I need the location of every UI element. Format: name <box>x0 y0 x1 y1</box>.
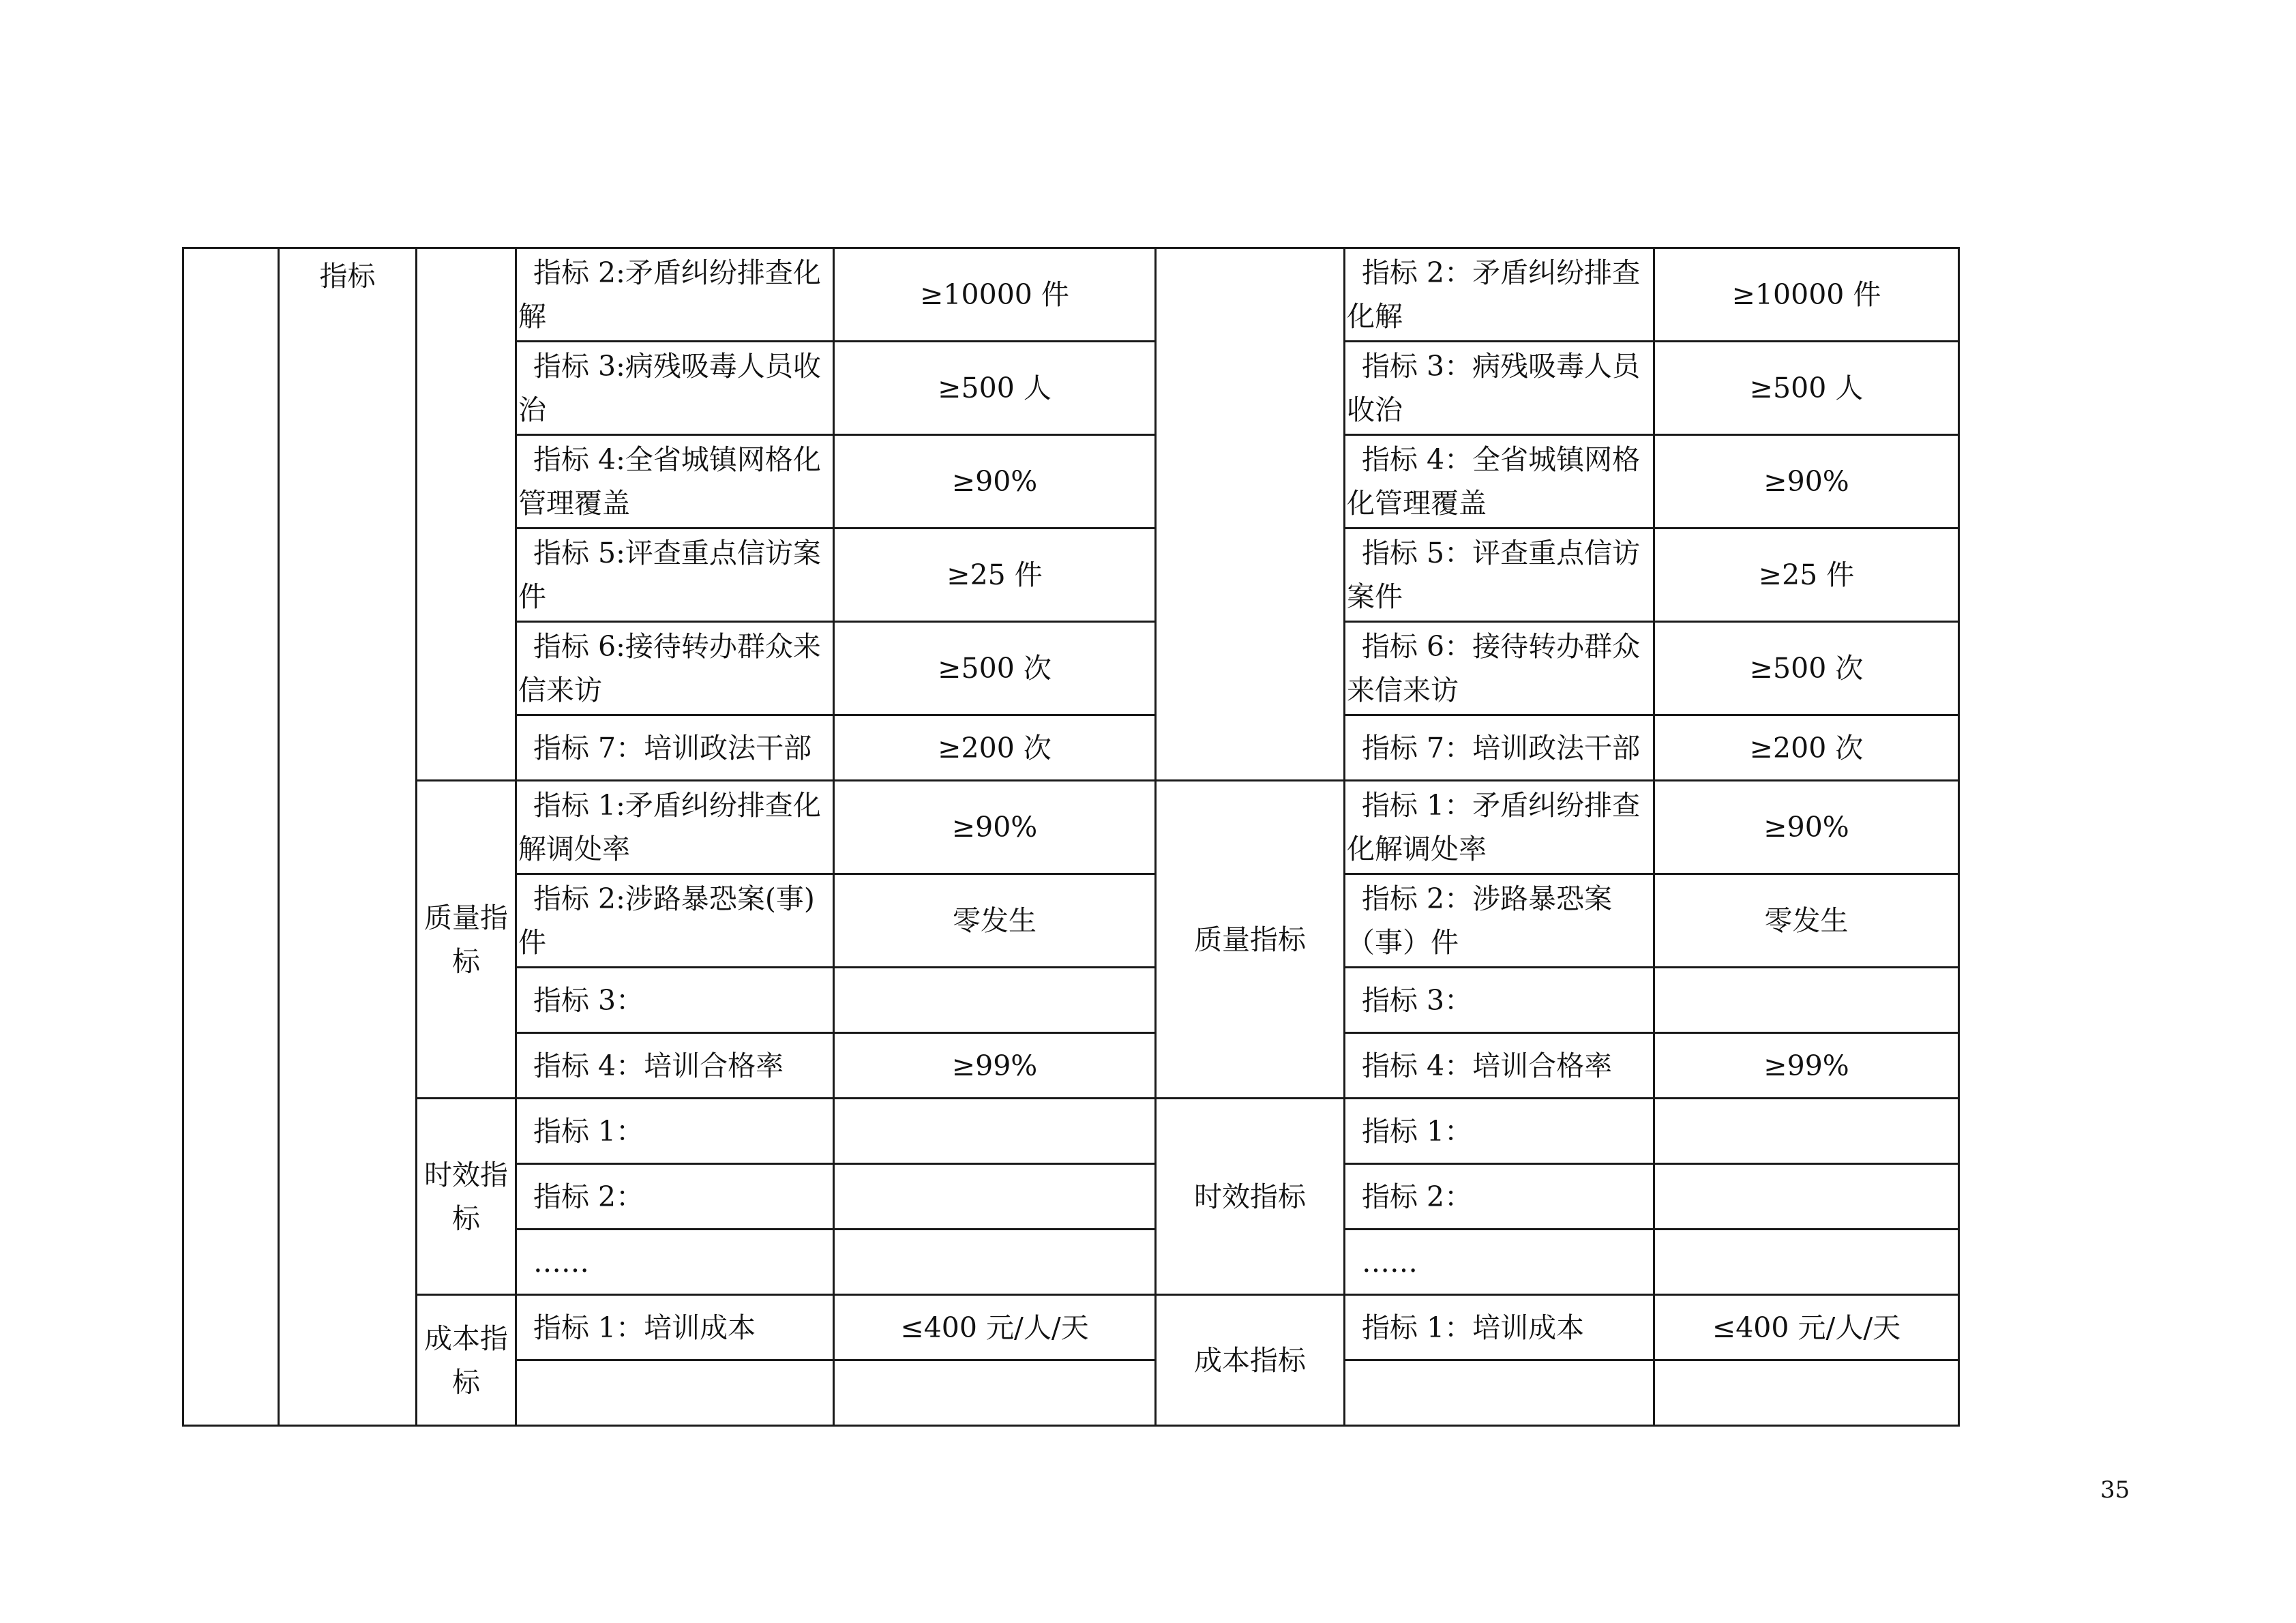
left-indicator-name: 指标 5:评查重点信访案件 <box>516 528 834 622</box>
right-indicator-value <box>1654 1360 1959 1426</box>
left-timeliness-category: 时效指标 <box>417 1099 516 1295</box>
right-indicator-name <box>1345 1360 1654 1426</box>
left-indicator-value <box>834 1230 1156 1295</box>
right-quality-category: 质量指标 <box>1156 781 1345 1099</box>
left-quality-category: 质量指标 <box>417 781 516 1099</box>
left-indicator-name: 指标 2:矛盾纠纷排查化解 <box>516 248 834 342</box>
right-indicator-value <box>1654 1230 1959 1295</box>
left-indicator-value <box>834 1099 1156 1164</box>
left-indicator-name: 指标 7：培训政法干部 <box>516 715 834 781</box>
left-indicator-value: ≥25 件 <box>834 528 1156 622</box>
right-indicator-name: 指标 4：全省城镇网格化管理覆盖 <box>1345 435 1654 528</box>
left-indicator-value: ≥10000 件 <box>834 248 1156 342</box>
right-indicator-name: 指标 2：矛盾纠纷排查化解 <box>1345 248 1654 342</box>
left-indicator-value: ≤400 元/人/天 <box>834 1295 1156 1360</box>
left-indicator-value <box>834 968 1156 1033</box>
left-cost-category: 成本指标 <box>417 1295 516 1426</box>
left-indicator-value: ≥90% <box>834 781 1156 874</box>
right-quantity-category <box>1156 248 1345 781</box>
left-indicator-name <box>516 1360 834 1426</box>
left-indicator-name: 指标 1： <box>516 1099 834 1164</box>
right-indicator-name: 指标 5：评查重点信访案件 <box>1345 528 1654 622</box>
first-level-cell <box>183 248 279 1426</box>
left-indicator-name: 指标 1：培训成本 <box>516 1295 834 1360</box>
page-number: 35 <box>2100 1476 2130 1504</box>
right-indicator-value <box>1654 1164 1959 1230</box>
right-indicator-value <box>1654 968 1959 1033</box>
right-indicator-name: 指标 6：接待转办群众来信来访 <box>1345 622 1654 715</box>
left-indicator-name: 指标 6:接待转办群众来信来访 <box>516 622 834 715</box>
left-indicator-value: ≥200 次 <box>834 715 1156 781</box>
left-indicator-value <box>834 1360 1156 1426</box>
right-indicator-name: 指标 2：涉路暴恐案（事）件 <box>1345 874 1654 968</box>
left-indicator-name: 指标 4：培训合格率 <box>516 1033 834 1099</box>
left-indicator-name: 指标 2： <box>516 1164 834 1230</box>
left-indicator-value <box>834 1164 1156 1230</box>
right-indicator-name: 指标 3：病残吸毒人员收治 <box>1345 342 1654 435</box>
right-indicator-value: ≥200 次 <box>1654 715 1959 781</box>
right-indicator-value: ≥500 次 <box>1654 622 1959 715</box>
right-indicator-value: 零发生 <box>1654 874 1959 968</box>
right-indicator-name: …… <box>1345 1230 1654 1295</box>
left-indicator-value: ≥500 次 <box>834 622 1156 715</box>
left-indicator-value: ≥99% <box>834 1033 1156 1099</box>
right-indicator-name: 指标 3： <box>1345 968 1654 1033</box>
right-indicator-value: ≥25 件 <box>1654 528 1959 622</box>
left-indicator-name: 指标 1:矛盾纠纷排查化解调处率 <box>516 781 834 874</box>
right-indicator-value: ≥90% <box>1654 435 1959 528</box>
right-indicator-name: 指标 1：培训成本 <box>1345 1295 1654 1360</box>
second-level-label: 指标 <box>279 248 417 1426</box>
right-indicator-value: ≥99% <box>1654 1033 1959 1099</box>
performance-indicator-table <box>182 247 1960 1427</box>
left-indicator-name: 指标 3:病残吸毒人员收治 <box>516 342 834 435</box>
left-quantity-category <box>417 248 516 781</box>
right-indicator-value: ≥10000 件 <box>1654 248 1959 342</box>
right-indicator-name: 指标 7：培训政法干部 <box>1345 715 1654 781</box>
left-indicator-value: ≥500 人 <box>834 342 1156 435</box>
right-indicator-value: ≥500 人 <box>1654 342 1959 435</box>
left-indicator-name: …… <box>516 1230 834 1295</box>
right-indicator-value: ≥90% <box>1654 781 1959 874</box>
right-indicator-name: 指标 4：培训合格率 <box>1345 1033 1654 1099</box>
left-indicator-value: 零发生 <box>834 874 1156 968</box>
left-indicator-name: 指标 4:全省城镇网格化管理覆盖 <box>516 435 834 528</box>
left-indicator-name: 指标 2:涉路暴恐案(事)件 <box>516 874 834 968</box>
right-cost-category: 成本指标 <box>1156 1295 1345 1426</box>
right-indicator-name: 指标 1：矛盾纠纷排查化解调处率 <box>1345 781 1654 874</box>
right-timeliness-category: 时效指标 <box>1156 1099 1345 1295</box>
left-indicator-name: 指标 3： <box>516 968 834 1033</box>
right-indicator-name: 指标 1： <box>1345 1099 1654 1164</box>
right-indicator-value <box>1654 1099 1959 1164</box>
left-indicator-value: ≥90% <box>834 435 1156 528</box>
right-indicator-name: 指标 2： <box>1345 1164 1654 1230</box>
right-indicator-value: ≤400 元/人/天 <box>1654 1295 1959 1360</box>
